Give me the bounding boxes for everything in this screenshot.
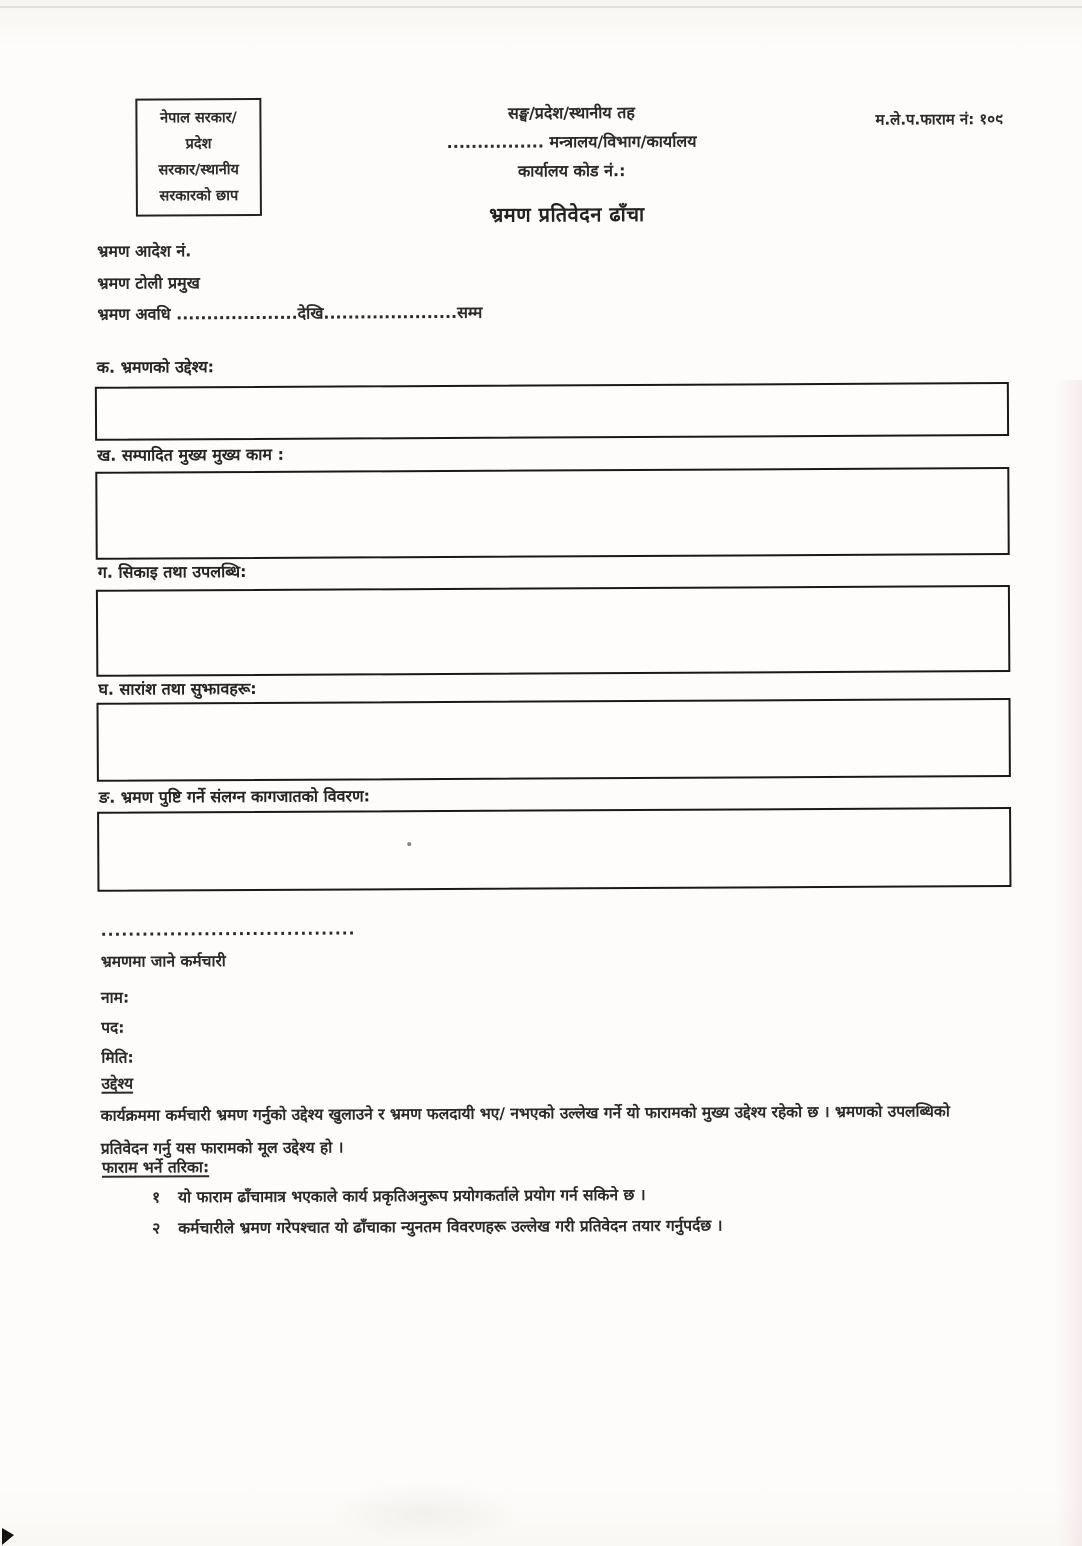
travel-period-label: भ्रमण अवधि ....................देखि......................सम्म	[97, 302, 483, 324]
signature-dotted-line: .....................................	[100, 920, 356, 940]
team-leader-label: भ्रमण टोली प्रमुख	[97, 273, 200, 293]
travel-order-no-label: भ्रमण आदेश नं.	[97, 241, 192, 261]
section-e-input-box[interactable]	[97, 807, 1011, 892]
purpose-heading: उद्देश्य	[101, 1074, 134, 1093]
signature-caption: भ्रमणमा जाने कर्मचारी	[100, 952, 226, 971]
scan-corner-mark-artifact	[2, 1528, 14, 1545]
office-header	[416, 98, 726, 187]
government-stamp-box	[135, 98, 262, 217]
stamp-line: प्रदेश	[185, 136, 212, 153]
section-d-label: घ. सारांश तथा सुझावहरू:	[98, 678, 257, 699]
instruction-number: २	[152, 1219, 161, 1238]
section-d-input-box[interactable]	[96, 698, 1010, 782]
section-e-label: ङ. भ्रमण पुष्टि गर्ने संलग्न कागजातको विवरण:	[98, 786, 371, 807]
instruction-text: कर्मचारीले भ्रमण गरेपश्चात यो ढाँचाका न्युनतम विवरणहरू उल्लेख गरी प्रतिवेदन तयार गर्नुपर्दछ ।	[178, 1216, 723, 1238]
purpose-paragraph: कार्यक्रममा कर्मचारी भ्रमण गर्नुको उद्देश्य खुलाउने र भ्रमण फलदायी भए/ नभएको उल्लेख गर्ने यो फारामको मुख्य उद्देश्य रहेको छ । भ्रमणको उपलब्धिको प्रतिवेदन गर्नु यस फारामको मूल उद्देश्य हो ।	[100, 1102, 950, 1158]
scan-speck-artifact	[407, 842, 411, 846]
date-label: मिति:	[101, 1048, 134, 1067]
section-a-input-box[interactable]	[95, 382, 1009, 441]
section-c-input-box[interactable]	[96, 585, 1010, 677]
name-label: नाम:	[100, 988, 130, 1007]
section-a-label: क. भ्रमणको उद्देश्य:	[96, 357, 215, 377]
stamp-line: सरकारको छाप	[159, 188, 239, 205]
section-c-label: ग. सिकाइ तथा उपलब्धि:	[97, 562, 247, 582]
form-number: म.ले.प.फाराम नं: १०९	[875, 110, 1003, 129]
stamp-line: सरकार/स्थानीय	[158, 162, 239, 179]
instruction-item	[152, 1212, 992, 1238]
header-ministry-line: ................ मन्त्रालय/विभाग/कार्यालय	[446, 131, 697, 152]
stamp-line: नेपाल सरकार/	[160, 110, 237, 127]
header-office-code-line: कार्यालय कोड नं.:	[517, 161, 626, 181]
section-b-label: ख. सम्पादित मुख्य मुख्य काम :	[97, 444, 284, 465]
section-b-input-box[interactable]	[95, 467, 1009, 560]
instructions-heading: फाराम भर्ने तरिका:	[101, 1158, 210, 1177]
page-title: भ्रमण प्रतिवेदन ढाँचा	[489, 201, 645, 227]
instruction-number: १	[152, 1188, 161, 1207]
instruction-item	[152, 1181, 992, 1207]
post-label: पद:	[101, 1018, 125, 1037]
header-tier-line: सङ्घ/प्रदेश/स्थानीय तह	[507, 102, 635, 123]
instruction-text: यो फाराम ढाँचामात्र भएकाले कार्य प्रकृतिअनुरूप प्रयोगकर्ताले प्रयोग गर्न सकिने छ ।	[178, 1185, 646, 1207]
